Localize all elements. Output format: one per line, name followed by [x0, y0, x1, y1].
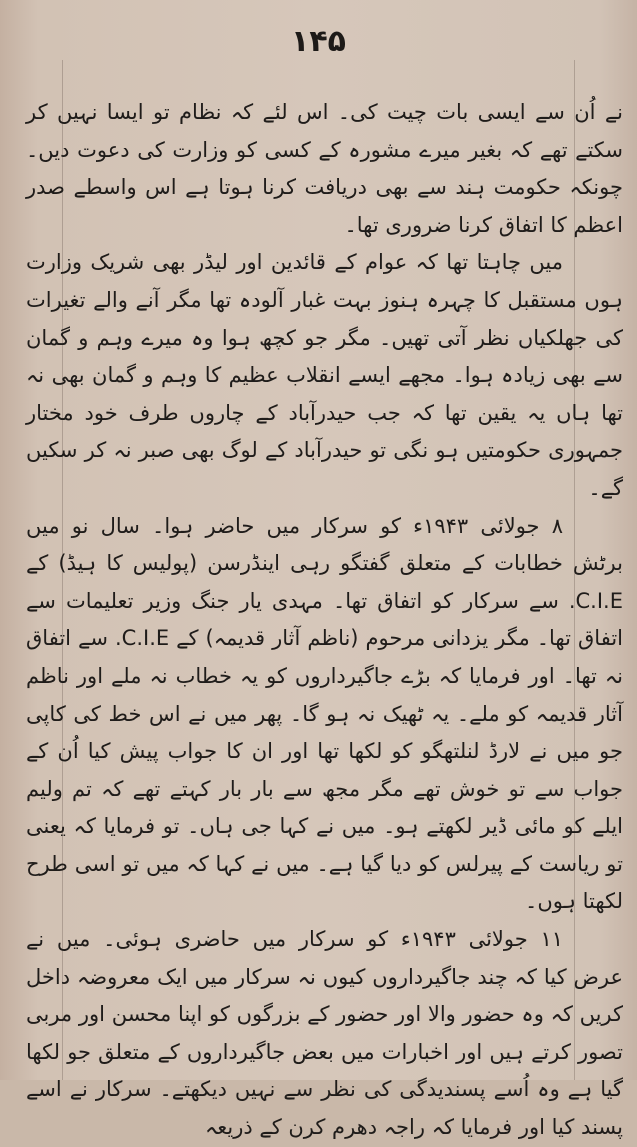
paragraph-1: نے اُن سے ایسی بات چیت کی۔ اس لئے کہ نظام تو ایسا نہیں کر سکتے تھے کہ بغیر میرے مشورہ کے کسی کو وزارت کی دعوت دیں۔ چونکہ حکومت ہند سے بھی دریافت کرنا ہوتا ہے اس واسطے صدر اعظم کا اتفاق کرنا ضروری تھا۔ [26, 100, 623, 237]
paragraph-2: میں چاہتا تھا کہ عوام کے قائدین اور لیڈر بھی شریک وزارت ہوں مستقبل کا چہرہ ہنوز بہت غبار آلودہ تھا مگر آنے والے تغیرات کی جھلکیاں نظر آتی تھیں۔ مگر جو کچھ ہوا وہ میرے وہم و گمان سے بھی زیادہ ہوا۔ مجھے ایسے انقلاب عظیم کا وہم و گمان بھی نہ تھا ہاں یہ یقین تھا کہ جب حیدرآباد کے چاروں طرف خود مختار جمہوری حکومتیں ہو نگی تو حیدرآباد کے لوگ بھی صبر نہ کر سکیں گے۔ [26, 250, 623, 500]
paragraph-4: ۱۱ جولائی ۱۹۴۳ء کو سرکار میں حاضری ہوئی۔ میں نے عرض کیا کہ چند جاگیرداروں کیوں نہ سرکار میں ایک معروضہ داخل کریں کہ وہ حضور والا اور حضور کے بزرگوں کو اپنا محسن اور مربی تصور کرتے ہیں اور اخبارات میں بعض جاگیرداروں کے متعلق جو لکھا گیا ہے وہ اُسے پسندیدگی کی نظر سے نہیں دیکھتے۔ سرکار نے اسے پسند کیا اور فرمایا کہ راجہ دھرم کرن کے ذریعہ [26, 927, 623, 1140]
paragraph-3: ۸ جولائی ۱۹۴۳ء کو سرکار میں حاضر ہوا۔ سال نو میں برٹش خطابات کے متعلق گفتگو رہی اینڈرسن (پولیس کا ہیڈ) کے C.I.E. سے سرکار کو اتفاق تھا۔ مہدی یار جنگ وزیر تعلیمات سے اتفاق تھا۔ مگر یزدانی مرحوم (ناظم آثار قدیمہ) کے C.I.E. سے اتفاق نہ تھا۔ اور فرمایا کہ بڑے جاگیرداروں کو یہ خطاب نہ ملے اور ناظم آثار قدیمہ کو ملے۔ یہ ٹھیک نہ ہو گا۔ پھر میں نے اس خط کی کاپی جو میں نے لارڈ لنلتھگو کو لکھا تھا اور ان کا جواب پیش کیا اُن کے جواب سے تو خوش تھے مگر مجھ سے بار بار کہتے تھے کہ تم ولیم ایلے کو مائی ڈیر لکھتے ہو۔ میں نے کہا جی ہاں۔ تو فرمایا کہ یعنی تو ریاست کے پیرلس کو دیا گیا ہے۔ میں نے کہا کہ میں تو اسی طرح لکھتا ہوں۔ [26, 513, 623, 914]
page-body [26, 94, 623, 1147]
page-number: ۱۴۵ [291, 24, 346, 59]
